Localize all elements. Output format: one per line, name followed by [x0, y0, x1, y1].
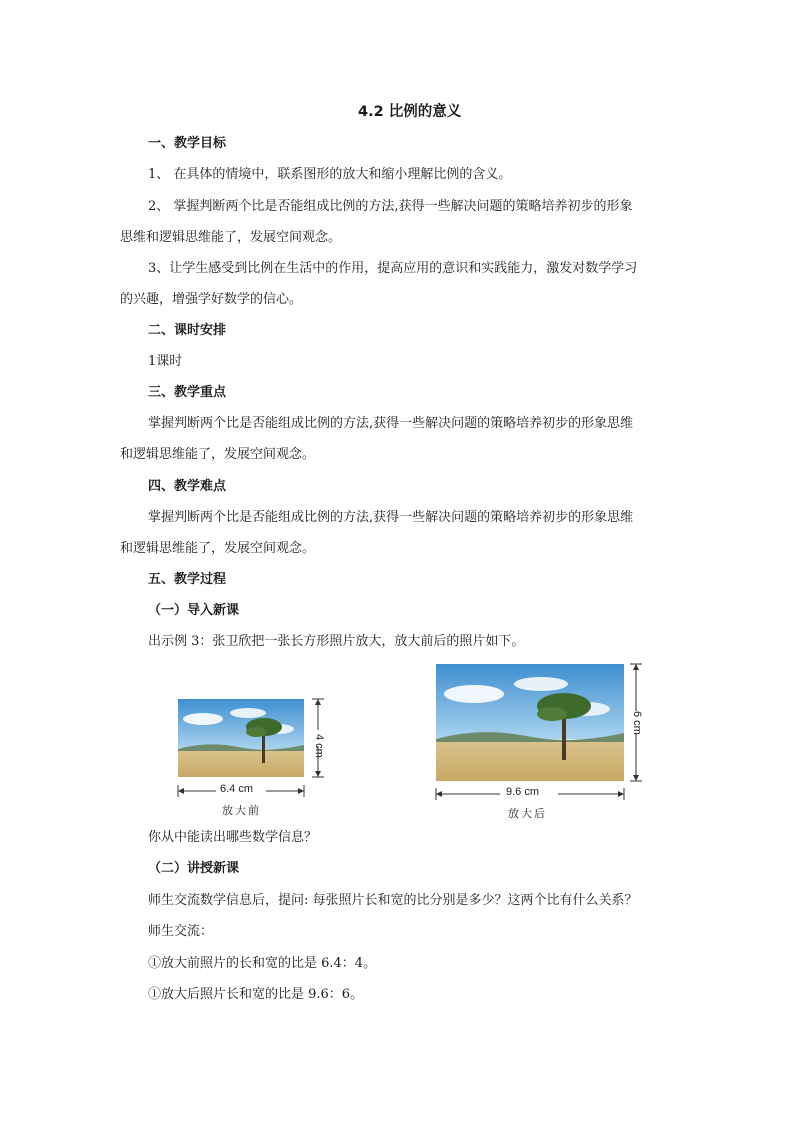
subsection-intro-heading: （一）导入新课 — [148, 603, 240, 618]
height-label-after: 6 cm — [631, 711, 643, 735]
objective-2-line2: 思维和逻辑思维能了，发展空间观念。 — [120, 230, 342, 245]
section-process-heading: 五、教学过程 — [148, 572, 227, 587]
section-difficulties-heading: 四、教学难点 — [148, 479, 227, 494]
landscape-photo-before — [178, 699, 304, 777]
point-1: ①放大前照片的长和宽的比是 6.4：4。 — [148, 956, 377, 971]
objective-1: 1、 在具体的情境中，联系图形的放大和缩小理解比例的含义。 — [148, 167, 512, 182]
objective-3-line2: 的兴趣，增强学好数学的信心。 — [120, 292, 303, 307]
talk-text-2: 师生交流： — [148, 924, 214, 939]
caption-after: 放大后 — [508, 807, 547, 820]
intro-text: 出示例 3：张卫欣把一张长方形照片放大，放大前后的照片如下。 — [148, 634, 525, 649]
section-schedule-heading: 二、课时安排 — [148, 323, 227, 338]
photo-before — [178, 699, 304, 777]
width-label-before: 6.4 cm — [220, 783, 254, 795]
section-keypoints-heading: 三、教学重点 — [148, 385, 227, 400]
question-text: 你从中能读出哪些数学信息？ — [148, 830, 318, 845]
section-keypoints-line2: 和逻辑思维能了，发展空间观念。 — [120, 447, 316, 462]
landscape-photo-after — [436, 664, 624, 781]
section-schedule-body: 1课时 — [148, 354, 183, 369]
subsection-teaching-heading: （二）讲授新课 — [148, 861, 240, 876]
doc-title: 4.2 比例的意义 — [358, 104, 462, 120]
objective-2-line1: 2、 掌握判断两个比是否能组成比例的方法,获得一些解决问题的策略培养初步的形象 — [148, 199, 633, 214]
talk-text: 师生交流数学信息后，提问: 每张照片长和宽的比分别是多少？这两个比有什么关系？ — [148, 893, 638, 908]
section-difficulties-line1: 掌握判断两个比是否能组成比例的方法,获得一些解决问题的策略培养初步的形象思维 — [148, 510, 634, 525]
objective-3-line1: 3、让学生感受到比例在生活中的作用，提高应用的意识和实践能力，激发对数学学习 — [148, 261, 638, 276]
photo-after — [436, 664, 624, 781]
width-label-after: 9.6 cm — [506, 786, 540, 798]
section-objectives-heading: 一、教学目标 — [148, 136, 227, 151]
section-difficulties-line2: 和逻辑思维能了，发展空间观念。 — [120, 541, 316, 556]
height-label-before: 4 cm — [313, 734, 325, 758]
caption-before: 放大前 — [222, 804, 261, 817]
point-2: ①放大后照片长和宽的比是 9.6：6。 — [148, 987, 364, 1002]
section-keypoints-line1: 掌握判断两个比是否能组成比例的方法,获得一些解决问题的策略培养初步的形象思维 — [148, 416, 634, 431]
